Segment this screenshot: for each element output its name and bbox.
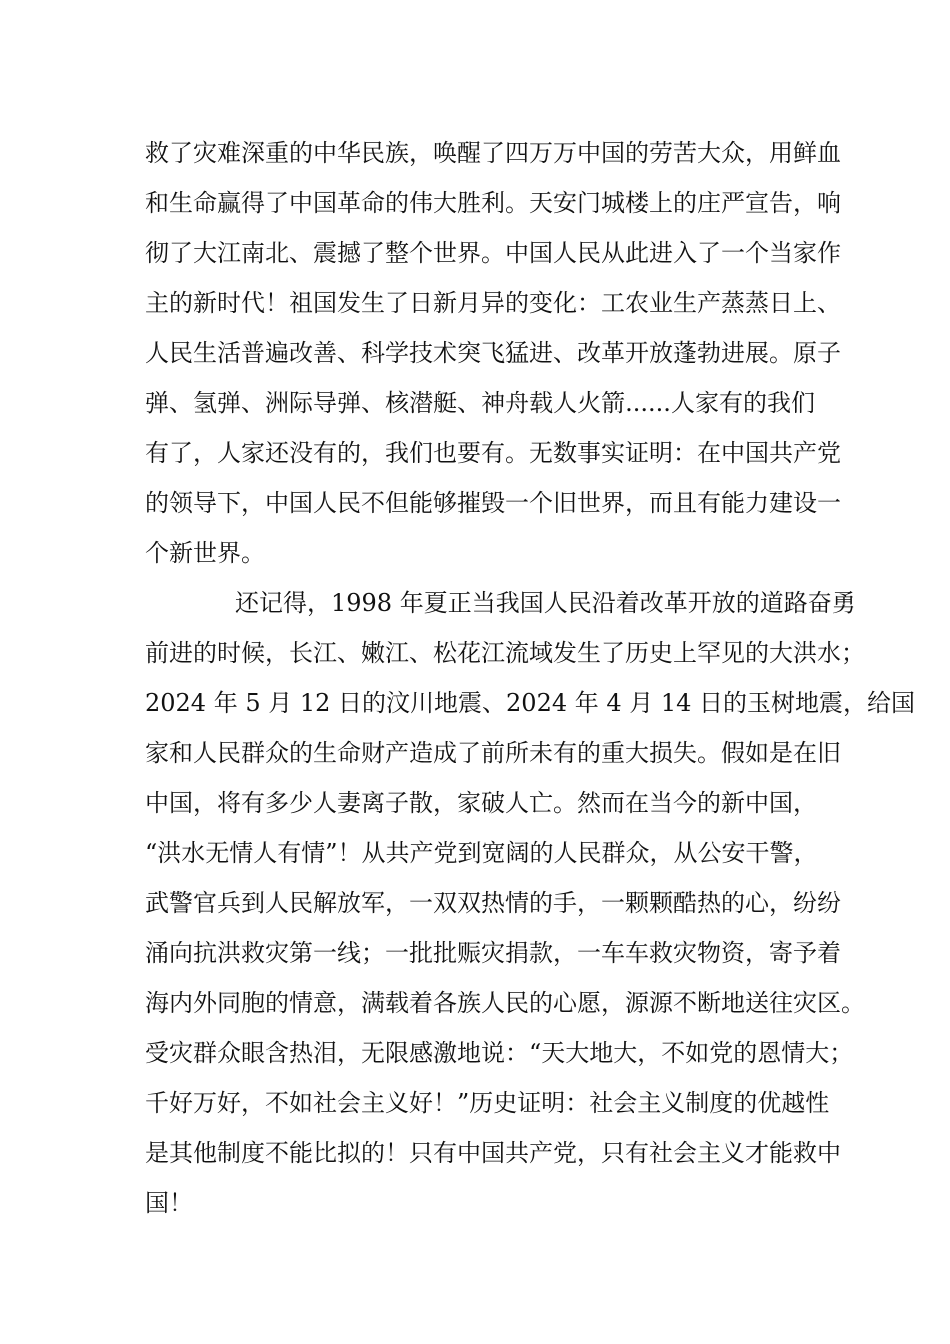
text-line: 海内外同胞的情意，满载着各族人民的心愿，源源不断地送往灾区。 — [145, 989, 865, 1017]
text-line: 前进的时候，长江、嫩江、松花江流域发生了历史上罕见的大洪水； — [145, 639, 865, 667]
text-line: 彻了大江南北、震撼了整个世界。中国人民从此进入了一个当家作 — [145, 239, 841, 267]
text-line: 涌向抗洪救灾第一线；一批批赈灾捐款，一车车救灾物资，寄予着 — [145, 939, 841, 967]
text-line: 2024 年 5 月 12 日的汶川地震、2024 年 4 月 14 日的玉树地震，给国 — [145, 689, 916, 717]
text-line: 武警官兵到人民解放军，一双双热情的手，一颗颗酷热的心，纷纷 — [145, 889, 841, 917]
paragraph-first-line: 还记得，1998 年夏正当我国人民沿着改革开放的道路奋勇 — [235, 589, 856, 617]
text-line: 国！ — [145, 1189, 193, 1217]
text-line: 救了灾难深重的中华民族，唤醒了四万万中国的劳苦大众，用鲜血 — [145, 139, 841, 167]
text-line: 是其他制度不能比拟的！只有中国共产党，只有社会主义才能救中 — [145, 1139, 841, 1167]
text-line: 弹、氢弹、洲际导弹、核潜艇、神舟载人火箭......人家有的我们 — [145, 389, 815, 417]
text-line: 千好万好，不如社会主义好！”历史证明：社会主义制度的优越性 — [145, 1089, 830, 1117]
text-line: 主的新时代！祖国发生了日新月异的变化：工农业生产蒸蒸日上、 — [145, 289, 841, 317]
text-line: “洪水无情人有情”！从共产党到宽阔的人民群众，从公安干警， — [145, 839, 818, 867]
text-line: 有了，人家还没有的，我们也要有。无数事实证明：在中国共产党 — [145, 439, 841, 467]
text-line: 和生命赢得了中国革命的伟大胜利。天安门城楼上的庄严宣告，响 — [145, 189, 841, 217]
text-line: 个新世界。 — [145, 539, 265, 567]
text-line: 中国，将有多少人妻离子散，家破人亡。然而在当今的新中国， — [145, 789, 817, 817]
text-line: 家和人民群众的生命财产造成了前所未有的重大损失。假如是在旧 — [145, 739, 841, 767]
text-line: 受灾群众眼含热泪，无限感激地说：“天大地大，不如党的恩情大； — [145, 1039, 854, 1067]
text-line: 人民生活普遍改善、科学技术突飞猛进、改革开放蓬勃进展。原子 — [145, 339, 841, 367]
text-line: 的领导下，中国人民不但能够摧毁一个旧世界，而且有能力建设一 — [145, 489, 841, 517]
